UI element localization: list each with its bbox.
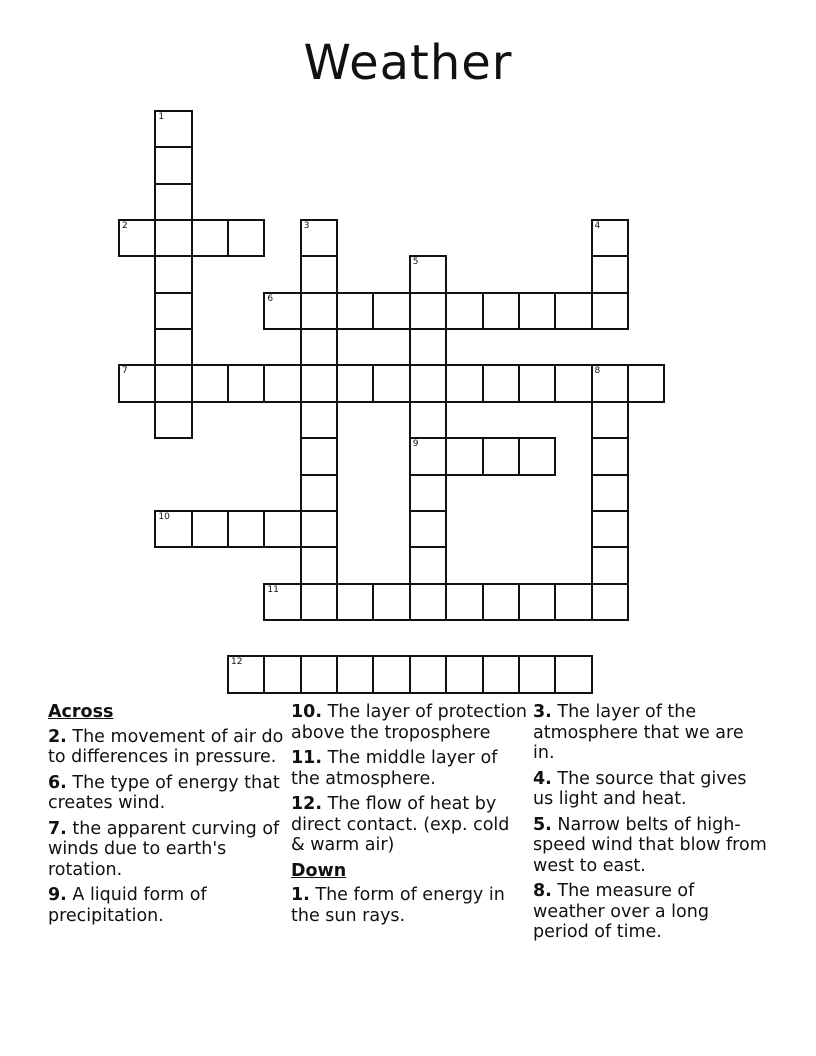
clue-across-6: [48, 773, 284, 814]
clue-number-label: 10: [158, 511, 170, 522]
grid-cell[interactable]: [154, 219, 192, 257]
grid-cell[interactable]: [300, 583, 338, 621]
grid-cell[interactable]: [154, 510, 192, 548]
clue-number: 2.: [48, 726, 67, 747]
clue-number: 4.: [533, 768, 552, 789]
grid-cell[interactable]: [591, 437, 629, 475]
grid-cell[interactable]: [409, 437, 447, 475]
grid-cell[interactable]: [227, 219, 265, 257]
clue-text: The movement of air do to differences in pressure.: [48, 726, 284, 767]
grid-cell[interactable]: [518, 292, 556, 330]
grid-cell[interactable]: [409, 255, 447, 293]
clue-text: the apparent curving of winds due to earth's rotation.: [48, 818, 280, 880]
grid-cell[interactable]: [191, 219, 229, 257]
clue-text: The form of energy in the sun rays.: [291, 885, 505, 926]
clues-column-3: [533, 702, 769, 948]
clue-number: 1.: [291, 885, 310, 905]
down-heading: Down: [291, 860, 347, 881]
grid-cell[interactable]: [300, 437, 338, 475]
grid-cell[interactable]: [300, 474, 338, 512]
grid-cell[interactable]: [263, 655, 301, 693]
clue-number: 5.: [533, 814, 552, 835]
grid-cell[interactable]: [154, 255, 192, 293]
grid-cell[interactable]: [409, 546, 447, 584]
grid-cell[interactable]: [591, 401, 629, 439]
clue-text: The middle layer of the atmosphere.: [291, 748, 498, 789]
grid-cell[interactable]: [300, 328, 338, 366]
grid-cell[interactable]: [554, 364, 592, 402]
clue-text: The source that gives us light and heat.: [533, 768, 747, 809]
grid-cell[interactable]: [482, 583, 520, 621]
grid-cell[interactable]: [445, 583, 483, 621]
clue-number-label: 5: [412, 257, 419, 268]
grid-cell[interactable]: [372, 583, 410, 621]
grid-cell[interactable]: [409, 474, 447, 512]
clue-text: Narrow belts of high-speed wind that blow from west to east.: [533, 814, 767, 876]
clue-number-label: 7: [122, 366, 128, 377]
clue-number-label: 1: [158, 112, 165, 122]
grid-cell[interactable]: [445, 437, 483, 475]
grid-cell[interactable]: [591, 546, 629, 584]
clue-number: 10.: [291, 702, 323, 722]
grid-cell[interactable]: [227, 364, 265, 402]
grid-cell[interactable]: [300, 292, 338, 330]
grid-cell[interactable]: [409, 655, 447, 693]
grid-cell[interactable]: [263, 292, 301, 330]
grid-cell[interactable]: [591, 219, 629, 257]
grid-cell[interactable]: [372, 292, 410, 330]
grid-cell[interactable]: [409, 510, 447, 548]
clue-text: The measure of weather over a long period of time.: [533, 881, 709, 942]
clue-down-3: [533, 702, 769, 764]
grid-cell[interactable]: [518, 583, 556, 621]
grid-cell[interactable]: [409, 328, 447, 366]
grid-cell[interactable]: [518, 437, 556, 475]
puzzle-title: Weather: [303, 35, 513, 91]
clue-number-label: 6: [267, 293, 274, 304]
grid-cell[interactable]: [445, 292, 483, 330]
grid-cell[interactable]: [300, 546, 338, 584]
grid-cell[interactable]: [154, 110, 192, 148]
grid-cell[interactable]: [482, 292, 520, 330]
grid-cell[interactable]: [191, 510, 229, 548]
clue-number-label: 11: [267, 584, 279, 595]
grid-cell[interactable]: [336, 292, 374, 330]
grid-cell[interactable]: [482, 437, 520, 475]
grid-cell[interactable]: [445, 655, 483, 693]
grid-cell[interactable]: [154, 401, 192, 439]
clues-column-1: [48, 702, 284, 931]
clue-number: 12.: [291, 794, 323, 814]
grid-cell[interactable]: [336, 655, 374, 693]
grid-cell[interactable]: [409, 292, 447, 330]
clue-number-label: 8: [594, 366, 601, 377]
clue-down-4: [533, 769, 769, 810]
clue-text: The type of energy that creates wind.: [48, 772, 280, 813]
grid-cell[interactable]: [154, 146, 192, 184]
grid-cell[interactable]: [627, 364, 665, 402]
grid-cell[interactable]: [591, 583, 629, 621]
clue-across-10: [291, 702, 527, 743]
clue-number-label: 3: [303, 221, 310, 232]
clue-down-8: [533, 881, 769, 943]
clue-number: 8.: [533, 881, 552, 901]
grid-cell[interactable]: [591, 364, 629, 402]
grid-cell[interactable]: [300, 255, 338, 293]
grid-cell[interactable]: [118, 219, 156, 257]
grid-cell[interactable]: [300, 401, 338, 439]
grid-cell[interactable]: [336, 364, 374, 402]
grid-cell[interactable]: [118, 364, 156, 402]
grid-cell[interactable]: [372, 655, 410, 693]
clue-number-label: 12: [231, 657, 243, 668]
grid-cell[interactable]: [300, 510, 338, 548]
grid-cell[interactable]: [227, 510, 265, 548]
grid-cell[interactable]: [482, 655, 520, 693]
clue-number-label: 4: [594, 221, 601, 232]
grid-cell[interactable]: [263, 364, 301, 402]
grid-cell[interactable]: [300, 219, 338, 257]
grid-cell[interactable]: [591, 474, 629, 512]
grid-cell[interactable]: [482, 364, 520, 402]
grid-cell[interactable]: [518, 364, 556, 402]
clue-across-7: [48, 819, 284, 881]
clue-across-11: [291, 748, 527, 789]
grid-cell[interactable]: [554, 655, 592, 693]
grid-cell[interactable]: [300, 364, 338, 402]
clue-across-12: [291, 794, 527, 856]
grid-cell[interactable]: [336, 583, 374, 621]
grid-cell[interactable]: [591, 292, 629, 330]
clue-across-9: [48, 885, 284, 926]
clue-text: A liquid form of precipitation.: [48, 885, 207, 926]
clue-number-label: 9: [412, 439, 419, 450]
grid-cell[interactable]: [154, 328, 192, 366]
grid-cell[interactable]: [263, 583, 301, 621]
clue-number: 9.: [48, 885, 67, 905]
grid-cell[interactable]: [591, 510, 629, 548]
clue-text: The layer of protection above the troposphere: [291, 702, 527, 743]
clue-down-5: [533, 815, 769, 877]
grid-cell[interactable]: [227, 655, 265, 693]
grid-cell[interactable]: [445, 364, 483, 402]
clue-across-2: [48, 727, 284, 768]
grid-cell[interactable]: [191, 364, 229, 402]
grid-cell[interactable]: [591, 255, 629, 293]
grid-cell[interactable]: [409, 364, 447, 402]
clue-number: 11.: [291, 748, 323, 768]
grid-cell[interactable]: [372, 364, 410, 402]
grid-cell[interactable]: [300, 655, 338, 693]
grid-cell[interactable]: [154, 183, 192, 221]
grid-cell[interactable]: [154, 364, 192, 402]
clue-number: 6.: [48, 772, 67, 793]
clue-number: 3.: [533, 702, 552, 722]
clue-text: The layer of the atmosphere that we are in.: [533, 702, 744, 763]
clue-number: 7.: [48, 818, 67, 839]
grid-cell[interactable]: [154, 292, 192, 330]
grid-cell[interactable]: [554, 583, 592, 621]
clue-number-label: 2: [122, 221, 128, 232]
across-heading: Across: [48, 702, 114, 722]
grid-cell[interactable]: [554, 292, 592, 330]
grid-cell[interactable]: [409, 401, 447, 439]
grid-cell[interactable]: [263, 510, 301, 548]
clue-down-1: [291, 885, 527, 926]
clue-text: The flow of heat by direct contact. (exp. cold & warm air): [291, 794, 510, 855]
clues-column-2: [291, 702, 527, 931]
grid-cell[interactable]: [409, 583, 447, 621]
grid-cell[interactable]: [518, 655, 556, 693]
